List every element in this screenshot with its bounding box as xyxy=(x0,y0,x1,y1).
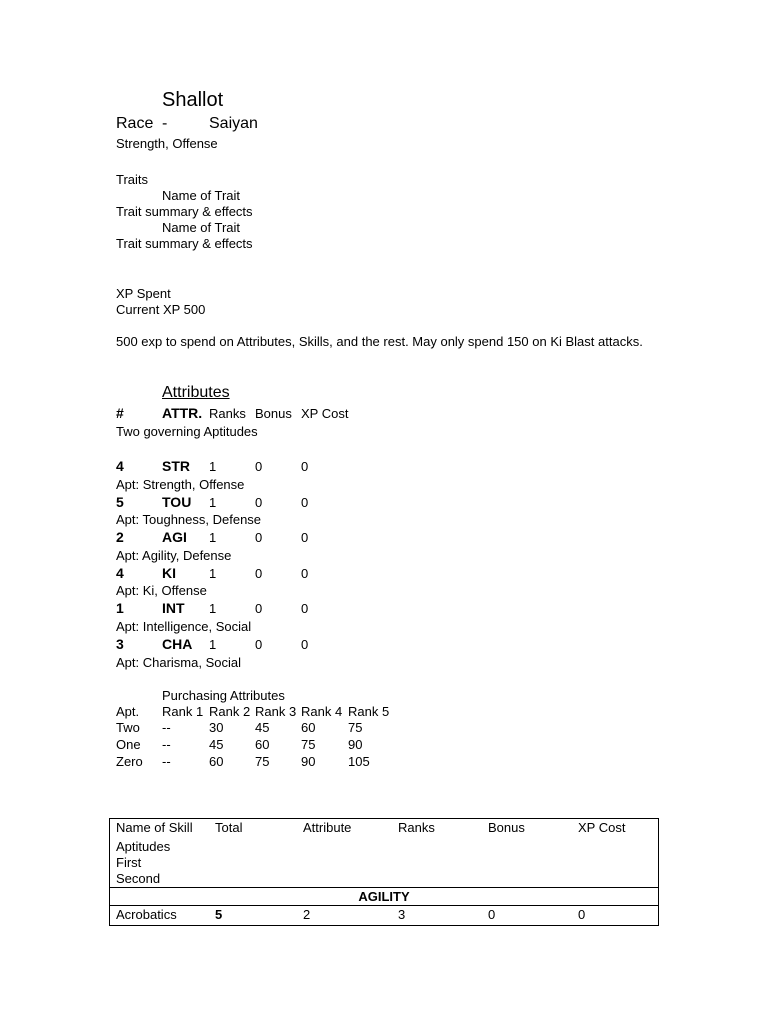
attr-xp: 0 xyxy=(301,459,309,474)
skill-row-cell xyxy=(110,906,659,926)
xp-note: 500 exp to spend on Attributes, Skills, and the rest. May only spend 150 on Ki Blast attacks. xyxy=(116,334,643,349)
xp-spent-label: XP Spent xyxy=(116,286,171,301)
skills-col-ranks: Ranks xyxy=(398,820,435,835)
purchasing-cell: One xyxy=(116,737,141,752)
skill-name: Acrobatics xyxy=(116,907,177,922)
attr-ranks: 1 xyxy=(209,459,217,474)
purchasing-header: Rank 5 xyxy=(348,704,390,719)
attr-name: INT xyxy=(162,600,185,616)
purchasing-cell: 75 xyxy=(301,737,316,752)
attr-aptitudes: Apt: Toughness, Defense xyxy=(116,512,262,527)
attr-xp: 0 xyxy=(301,566,309,581)
trait-name: Name of Trait xyxy=(162,188,241,203)
purchasing-cell: -- xyxy=(162,754,171,769)
skills-header-row xyxy=(110,819,659,888)
attr-aptitudes: Apt: Agility, Defense xyxy=(116,548,232,563)
skill-attribute: 2 xyxy=(303,907,311,922)
attr-bonus: 0 xyxy=(255,601,263,616)
race-dash: - xyxy=(162,115,168,132)
attr-num: 5 xyxy=(116,494,124,510)
attr-xp: 0 xyxy=(301,495,309,510)
attr-xp: 0 xyxy=(301,637,309,652)
attr-name: CHA xyxy=(162,636,193,652)
skills-col-xp: XP Cost xyxy=(578,820,626,835)
attr-ranks: 1 xyxy=(209,637,217,652)
purchasing-cell: 45 xyxy=(255,720,270,735)
attr-xp: 0 xyxy=(301,601,309,616)
attr-bonus: 0 xyxy=(255,637,263,652)
attr-col-hash: # xyxy=(116,405,124,421)
purchasing-header: Rank 2 xyxy=(209,704,251,719)
purchasing-cell: 105 xyxy=(348,754,370,769)
skills-header-cell xyxy=(110,819,659,888)
trait-summary: Trait summary & effects xyxy=(116,204,253,219)
purchasing-header: Rank 4 xyxy=(301,704,343,719)
race-label: Race xyxy=(116,115,154,132)
traits-heading: Traits xyxy=(116,172,149,187)
attr-num: 4 xyxy=(116,458,124,474)
purchasing-cell: 90 xyxy=(301,754,316,769)
attr-name: KI xyxy=(162,565,176,581)
purchasing-cell: 75 xyxy=(255,754,270,769)
attr-name: STR xyxy=(162,458,190,474)
skills-col-second: Second xyxy=(116,871,161,886)
attr-bonus: 0 xyxy=(255,530,263,545)
attr-ranks: 1 xyxy=(209,495,217,510)
purchasing-cell: -- xyxy=(162,737,171,752)
attr-bonus: 0 xyxy=(255,459,263,474)
purchasing-cell: 75 xyxy=(348,720,363,735)
skills-col-total: Total xyxy=(215,820,243,835)
attr-col-ranks: Ranks xyxy=(209,406,246,421)
attr-num: 1 xyxy=(116,600,124,616)
attr-ranks: 1 xyxy=(209,566,217,581)
attr-col-xp: XP Cost xyxy=(301,406,349,421)
purchasing-cell: 90 xyxy=(348,737,363,752)
skills-col-attribute: Attribute xyxy=(303,820,352,835)
attr-num: 4 xyxy=(116,565,124,581)
trait-summary: Trait summary & effects xyxy=(116,236,253,251)
attr-aptitudes: Apt: Charisma, Social xyxy=(116,655,241,670)
purchasing-header: Apt. xyxy=(116,704,140,719)
purchasing-cell: Zero xyxy=(116,754,143,769)
purchasing-cell: 30 xyxy=(209,720,224,735)
skills-col-bonus: Bonus xyxy=(488,820,525,835)
attr-ranks: 1 xyxy=(209,530,217,545)
skills-col-aptitudes: Aptitudes xyxy=(116,839,171,854)
current-xp-label: Current XP 500 xyxy=(116,302,206,317)
table-row xyxy=(110,906,659,926)
attr-num: 3 xyxy=(116,636,124,652)
skills-section-agility: AGILITY xyxy=(110,888,659,906)
skills-section-row xyxy=(110,888,659,906)
attr-col-bonus: Bonus xyxy=(255,406,292,421)
purchasing-cell: 45 xyxy=(209,737,224,752)
attr-subheading: Two governing Aptitudes xyxy=(116,424,258,439)
purchasing-cell: 60 xyxy=(301,720,316,735)
purchasing-cell: Two xyxy=(116,720,140,735)
purchasing-header: Rank 1 xyxy=(162,704,204,719)
skills-table xyxy=(109,818,659,926)
purchasing-cell: 60 xyxy=(255,737,270,752)
purchasing-cell: -- xyxy=(162,720,171,735)
attr-num: 2 xyxy=(116,529,124,545)
skills-col-name: Name of Skill xyxy=(116,820,193,835)
purchasing-header: Rank 3 xyxy=(255,704,297,719)
skill-total: 5 xyxy=(215,907,223,922)
attr-col-attr: ATTR. xyxy=(162,405,203,421)
attr-name: AGI xyxy=(162,529,187,545)
attr-ranks: 1 xyxy=(209,601,217,616)
attr-name: TOU xyxy=(162,494,192,510)
attr-aptitudes: Apt: Ki, Offense xyxy=(116,583,207,598)
skills-col-first: First xyxy=(116,855,142,870)
skill-xp: 0 xyxy=(578,907,586,922)
attributes-heading: Attributes xyxy=(162,384,230,401)
attr-aptitudes: Apt: Strength, Offense xyxy=(116,477,245,492)
purchasing-cell: 60 xyxy=(209,754,224,769)
character-name: Shallot xyxy=(162,89,224,111)
attr-bonus: 0 xyxy=(255,495,263,510)
race-aptitudes: Strength, Offense xyxy=(116,136,218,151)
race-value: Saiyan xyxy=(209,115,258,132)
attr-bonus: 0 xyxy=(255,566,263,581)
skill-ranks: 3 xyxy=(398,907,406,922)
attr-aptitudes: Apt: Intelligence, Social xyxy=(116,619,252,634)
purchasing-heading: Purchasing Attributes xyxy=(162,688,285,703)
trait-name: Name of Trait xyxy=(162,220,241,235)
attr-xp: 0 xyxy=(301,530,309,545)
skill-bonus: 0 xyxy=(488,907,496,922)
